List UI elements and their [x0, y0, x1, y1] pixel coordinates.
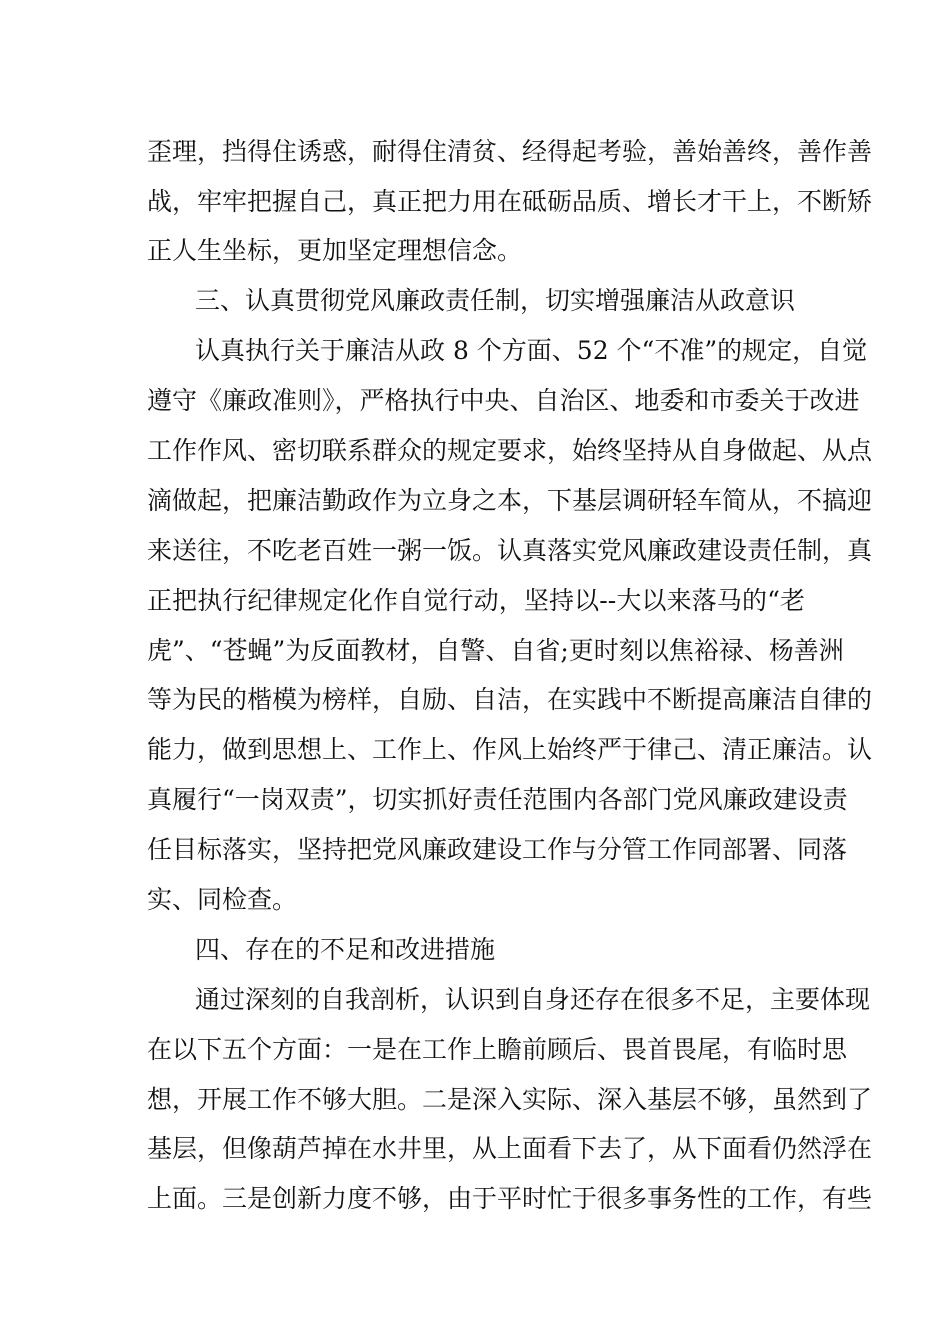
body-text-line: 实、同检查。 [147, 885, 298, 914]
body-text-line: 想，开展工作不够大胆。二是深入实际、深入基层不够，虽然到了 [147, 1085, 873, 1114]
body-text-line: 等为民的楷模为榜样，自励、自洁，在实践中不断提高廉洁自律的 [147, 685, 873, 714]
body-text-line: 遵守《廉政准则》，严格执行中央、自治区、地委和市委关于改进 [147, 386, 860, 415]
section-heading: 四、存在的不足和改进措施 [195, 935, 496, 964]
body-text-line: 正把执行纪律规定化作自觉行动，坚持以--大以来落马的“老 [147, 586, 805, 615]
body-text-line: 正人生坐标，更加坚定理想信念。 [147, 236, 523, 265]
section-heading: 三、认真贯彻党风廉政责任制，切实增强廉洁从政意识 [195, 286, 796, 315]
body-text-line: 认真执行关于廉洁从政 8 个方面、52 个“不准”的规定，自觉 [195, 336, 868, 365]
body-text-line: 来送往，不吃老百姓一粥一饭。认真落实党风廉政建设责任制，真 [147, 536, 873, 565]
body-text-line: 真履行“一岗双责”，切实抓好责任范围内各部门党风廉政建设责 [147, 785, 848, 814]
body-text-line: 在以下五个方面：一是在工作上瞻前顾后、畏首畏尾，有临时思 [147, 1035, 848, 1064]
body-text-line: 工作作风、密切联系群众的规定要求，始终坚持从自身做起、从点 [147, 436, 873, 465]
body-text-line: 战，牢牢把握自己，真正把力用在砥砺品质、增长才干上，不断矫 [147, 187, 873, 216]
body-text-line: 通过深刻的自我剖析，认识到自身还存在很多不足，主要体现 [195, 985, 871, 1014]
body-text-line: 基层，但像葫芦掉在水井里，从上面看下去了，从下面看仍然浮在 [147, 1134, 873, 1163]
body-text-line: 上面。三是创新力度不够，由于平时忙于很多事务性的工作，有些 [147, 1184, 873, 1213]
body-text-line: 虎”、“苍蝇”为反面教材，自警、自省;更时刻以焦裕禄、杨善洲 [147, 636, 844, 665]
body-text-line: 能力，做到思想上、工作上、作风上始终严于律己、清正廉洁。认 [147, 735, 873, 764]
body-text-line: 歪理，挡得住诱惑，耐得住清贫、经得起考验，善始善终，善作善 [147, 137, 873, 166]
body-text-line: 滴做起，把廉洁勤政作为立身之本，下基层调研轻车简从，不搞迎 [147, 486, 873, 515]
body-text-line: 任目标落实，坚持把党风廉政建设工作与分管工作同部署、同落 [147, 835, 848, 864]
